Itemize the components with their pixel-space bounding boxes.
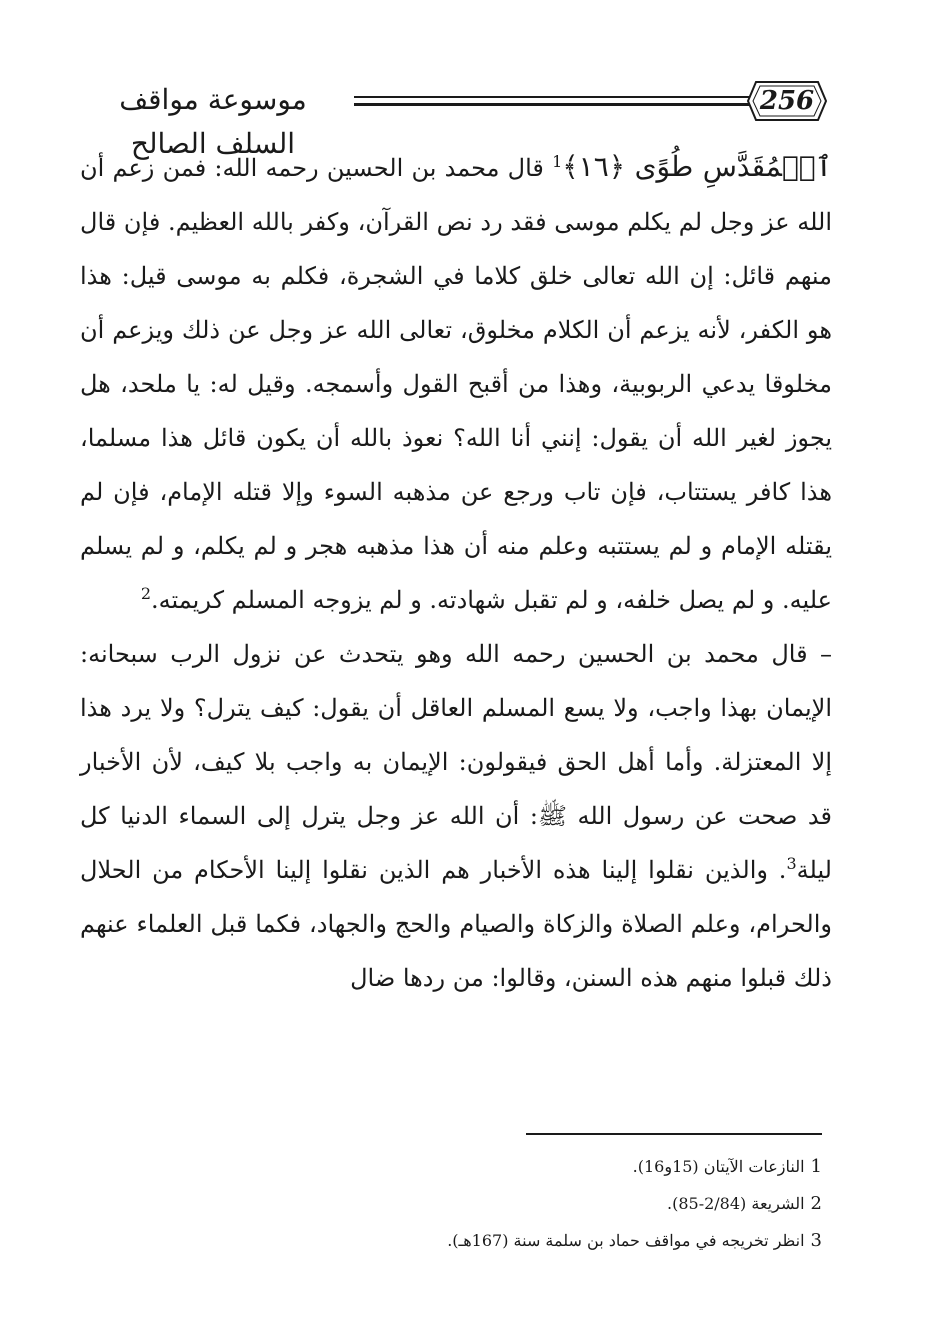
footnote-text: انظر تخريجه في مواقف حماد بن سلمة سنة (167هـ).: [447, 1231, 805, 1250]
footnote-number: 3: [810, 1230, 822, 1251]
page-number: 256: [759, 86, 815, 116]
footnote-ref-3: 3: [786, 854, 797, 873]
paragraph-2: [80, 627, 832, 1005]
page-header: [78, 70, 838, 160]
footnote-text: الشريعة (2/84-85).: [667, 1194, 805, 1213]
page-number-badge: [746, 78, 828, 124]
footnotes: [300, 1148, 822, 1259]
footnote-number: 2: [810, 1193, 822, 1214]
footnote-separator: [526, 1133, 822, 1135]
footnote-ref-1: 1: [552, 152, 563, 171]
footnote-text: النازعات الآيتان (15و16).: [632, 1157, 805, 1176]
paragraph-1-text: قال محمد بن الحسين رحمه الله: فمن زعم أن الله عز وجل لم يكلم موسى فقد رد نص القرآن، وكفر بالله العظيم. فإن قال منهم قائل: إن الله تعالى خلق كلاما في الشجرة، فكلم به موسى قيل: هذا هو الكفر، لأنه يزعم أن الكلام مخلوق، تعالى الله عز وجل عن ذلك ويزعم أن مخلوقا يدعي الربوبية، وهذا من أقبح القول وأسمجه. وقيل له: يا ملحد، هل يجوز لغير الله أن يقول: إنني أنا الله؟ نعوذ بالله أن يكون قائل هذا مسلما، هذا كافر يستتاب، فإن تاب ورجع عن مذهبه السوء وإلا قتله الإمام، فإن لم يقتله الإمام و لم يستتبه وعلم منه أن هذا مذهبه هجر و لم يكلم، و لم يسلم عليه. و لم يصل خلفه، و لم تقبل شهادته. و لم يزوجه المسلم كريمته.: [80, 154, 832, 614]
footnote-2: [300, 1185, 822, 1222]
quran-verse: ٱلۡمُقَدَّسِ طُوًى ﴿١٦﴾: [562, 150, 832, 183]
footnote-number: 1: [810, 1156, 822, 1177]
footnote-1: [300, 1148, 822, 1185]
running-title: موسوعة مواقف السلف الصالح: [119, 83, 307, 160]
paragraph-1: [80, 140, 832, 627]
paragraph-2-text-b: . والذين نقلوا إلينا هذه الأخبار هم الذين نقلوا إلينا الأحكام من الحلال والحرام، وعلم الصلاة والزكاة والصيام والحج والجهاد، فكما قبل العلماء عنهم ذلك قبلوا منهم هذه السنن، وقالوا: من ردها ضال: [80, 856, 832, 992]
footnote-3: [300, 1222, 822, 1259]
main-text: [80, 140, 832, 1005]
paragraph-2-text-a: – قال محمد بن الحسين رحمه الله وهو يتحدث عن نزول الرب سبحانه: الإيمان بهذا واجب، ولا يسع المسلم العاقل أن يقول: كيف يترل؟ ولا يرد هذا إلا المعتزلة. وأما أهل الحق فيقولون: الإيمان به واجب بلا كيف، لأن الأخبار قد صحت عن رسول الله ﷺ: أن الله عز وجل يترل إلى السماء الدنيا كل ليلة: [80, 640, 832, 884]
footnote-ref-2: 2: [140, 584, 152, 603]
